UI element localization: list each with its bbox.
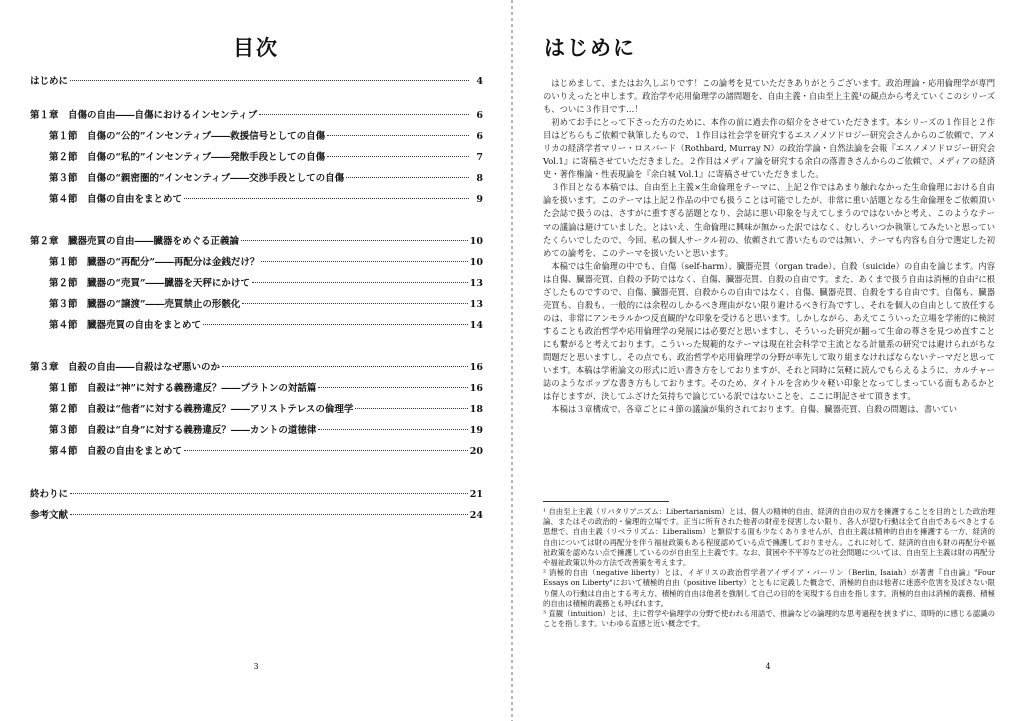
toc-chapter-entry (30, 107, 483, 121)
toc-entry-page: 9 (476, 194, 483, 205)
toc-leader-dots (70, 514, 468, 515)
footnotes (543, 507, 995, 629)
toc-entry-page: 16 (469, 383, 483, 394)
toc-entry-page: 16 (469, 362, 483, 373)
toc-leader-dots (318, 387, 467, 388)
page-number-right: 4 (765, 662, 771, 671)
toc-section-entry (30, 191, 483, 205)
toc-section-entry (30, 443, 483, 457)
footnote-rule (543, 501, 669, 502)
toc-chapter-entry (30, 507, 483, 521)
paragraph: 本稿は３章構成で、各章ごとに４節の議論が集約されております。自傷、臓器売買、自殺の問題は、書いてい (551, 404, 958, 415)
footnote: ² 消極的自由（negative liberty）とは、イギリスの政治哲学者アイザイア・バーリン（Berlin, Isaiah）が著書『自由論』"Four Essays on Liberty"において積極的自由（positive liberty）とともに定義した概念で、消極的自由は他者に迷惑や危害を及ぼさない限り個人の行動は自由とする考え方、積極的自由は他者を強制して自己の目的を実現する自由を指します。消極的自由は消極的義務、積極的自由は積極的義務とも呼ばれます。 (543, 568, 995, 608)
toc-leader-dots (318, 429, 467, 430)
toc-section-entry (30, 422, 483, 436)
toc-leader-dots (241, 240, 468, 241)
toc-entry-label: 第４節 自殺の自由をまとめて (49, 446, 183, 457)
toc-leader-dots (261, 261, 467, 262)
toc-entry-label: 第３節 自傷の“親密圏的”インセンティブ――交渉手段としての自傷 (49, 173, 345, 184)
toc-leader-dots (203, 324, 468, 325)
toc-entry-label: 第１章 自傷の自由――自傷におけるインセンティブ (30, 110, 258, 121)
footnote: ¹ 自由至上主義（リバタリアニズム：Libertarianism）とは、個人の精神的自由、経済的自由の双方を擁護することを目的とした政治理論、またはその政治的・倫理的立場です。正当に所有された他者の財産を侵害しない限り、各人が望む行動は全て自由であるべきとする思想で、自由主義（リベラリズム：Liberalism）と類似する面も少なくありませんが、自由主義は精神的自由を擁護する一方、経済的自由については財の再配分を伴う福祉政策もある程度認めている点で擁護しておりません。これに対して、経済的自由も財の再配分や福祉政策を認めない点で擁護しているのが自由至上主義です。なお、貧困や不平等などの社会問題については、自由至上主義は財の再配分や福祉政策以外の方法で改善策を考えます。 (543, 507, 995, 568)
toc-leader-dots (346, 177, 469, 178)
toc-entry-page: 8 (476, 173, 483, 184)
toc-entry-label: 第３節 自殺は“自身”に対する義務違反？――カントの道徳律 (49, 425, 317, 436)
toc-entry-label: 第４節 臓器売買の自由をまとめて (49, 320, 202, 331)
intro-title: はじめに (544, 35, 636, 60)
toc-entry-label: 第１節 自殺は“神”に対する義務違反？――プラトンの対話篇 (49, 383, 317, 394)
toc-leader-dots (242, 303, 467, 304)
toc-section-entry (30, 401, 483, 415)
toc-leader-dots (222, 366, 468, 367)
toc-chapter-entry (30, 73, 483, 87)
toc-section-entry (30, 128, 483, 142)
toc-entry-label: はじめに (30, 76, 69, 87)
toc-leader-dots (70, 493, 468, 494)
toc-leader-dots (70, 80, 469, 81)
toc-entry-label: 第１節 臓器の“再配分”――再配分は金銭だけ？ (49, 257, 260, 268)
toc-leader-dots (327, 156, 469, 157)
toc-entry-page: 14 (469, 320, 483, 331)
toc-entry-page: 18 (469, 404, 483, 415)
toc-entry-page: 20 (469, 446, 483, 457)
toc-leader-dots (259, 114, 469, 115)
toc-entry-page: 21 (469, 489, 483, 500)
toc-section-entry (30, 380, 483, 394)
toc-entry-label: 第３節 臓器の“譲渡”――売買禁止の形骸化 (49, 299, 241, 310)
paragraph: はじめまして、またはお久しぶりです！この論考を見ていただきありがとうございます。政治理論・応用倫理学が専門のいりえったと申します。政治学や応用倫理学の諸問題を、自由主義・自由至上主義¹の観点から考えていくこのシリーズも、ついに３作目です…！ (543, 78, 995, 115)
paragraph: 本稿では生命倫理の中でも、自傷（self-harm）、臓器売買（organ trade）、自殺（suicide）の自由を論じます。内容は自傷、臓器売買、自殺の予防ではなく、自傷、臓器売買、自殺の自由です。また、あくまで扱う自由は消極的自由²に根ざしたものですので、自傷、臓器売買、自殺からの自由ではなく、自傷、臓器売買、自殺をする自由です。自傷も、臓器売買も、自殺も、一般的には余程のしかるべき理由がない限り避けるべき行為ですし、それを個人の自由として放任するのは、非常にアンモラルかつ反直観的³な印象を受けると思います。しかしながら、あえてこういった立場を学術的に検討することも政治哲学や応用倫理学の発展には必要だと思いますし、そういった研究が翻って生命の尊さを見つめ直すことにも繋がると考えております。こういった規範的なテーマは現在社会科学で主流となる計量系の研究では避けられがちな問題だと思いますし、その点でも、政治哲学や応用倫理学の分野が率先して取り組まなければならないテーマだと思っています。本稿は学術論文の形式に近い書き方をしておりますが、それと同時に気軽に読んでもらえるように、カルチャー誌のようなポップな書き方もしております。そのため、タイトルを含め少々軽い印象となってしまっている面もあるかとは存じますが、決してふざけた気持ちで論じている訳ではないことを、ここに明記させて頂きます。 (543, 260, 995, 402)
toc-entry-label: 第３章 自殺の自由――自殺はなぜ悪いのか (30, 362, 221, 373)
toc-leader-dots (184, 450, 468, 451)
toc-entry-label: 第２節 自殺は“他者”に対する義務違反？――アリストテレスの倫理学 (49, 404, 354, 415)
toc-entry-page: 19 (469, 425, 483, 436)
toc-section-entry (30, 149, 483, 163)
toc-entry-page: 13 (469, 278, 483, 289)
toc-entry-page: 4 (476, 76, 483, 87)
toc-chapter-entry (30, 486, 483, 500)
right-page (513, 0, 1024, 721)
toc-chapter-entry (30, 233, 483, 247)
toc-leader-dots (184, 198, 469, 199)
toc-entry-label: 参考文献 (30, 510, 69, 521)
page-number-left: 3 (253, 662, 259, 671)
footnote: ³ 直観（intuition）とは、主に哲学や倫理学の分野で使われる用語で、推論などの論理的な思考過程を挟まずに、即時的に感じる認識のことを指します。いわゆる直感と近い概念です。 (543, 609, 995, 629)
toc-section-entry (30, 317, 483, 331)
toc-section-entry (30, 296, 483, 310)
toc-entry-page: 13 (469, 299, 483, 310)
toc-entry-page: 6 (476, 110, 483, 121)
toc-leader-dots (252, 282, 468, 283)
toc-title: 目次 (233, 35, 279, 60)
toc-leader-dots (355, 408, 467, 409)
toc-chapter-entry (30, 359, 483, 373)
paragraph: 初めてお手にとって下さった方のために、本作の前に過去作の紹介をさせていただきます。本シリーズの１作目と２作目はどちらもご依頼で執筆したもので、１作目は社会学を研究するエスノメソドロジー研究会さんからのご依頼で、アメリカの経済学者マリー・ロスバード（Rothbard, Murray N）の政治学論・自然法論を会報『エスノメソドロジー研究会 Vol.1』に寄稿させていただきました。２作目はメディア論を研究する余白の落書きさんからのご依頼で、メディアの経済史・著作権論・性表現論を『余白城 Vol.1』に寄稿させていただきました。 (543, 117, 995, 180)
toc-entry-label: 第２節 自傷の“私的”インセンティブ――発散手段としての自傷 (49, 152, 326, 163)
toc-entry-page: 10 (469, 236, 483, 247)
toc-section-entry (30, 170, 483, 184)
toc-section-entry (30, 254, 483, 268)
intro-body (543, 77, 995, 416)
toc-entry-page: 7 (476, 152, 483, 163)
toc-entry-label: 第１節 自傷の“公的”インセンティブ――救援信号としての自傷 (49, 131, 326, 142)
toc-entry-label: 第２章 臓器売買の自由――臓器をめぐる正義論 (30, 236, 240, 247)
toc-entry-page: 6 (476, 131, 483, 142)
toc-entry-label: 終わりに (30, 489, 69, 500)
toc-entry-page: 10 (469, 257, 483, 268)
paragraph: ３作目となる本稿では、自由至上主義×生命倫理をテーマに、上記２作ではあまり触れなかった生命倫理における自由論を扱います。このテーマは上記２作品の中でも扱うことは可能でしたが、非常に重い話題となる生命倫理をご依頼頂いた会誌で扱うのは、さすがに重すぎる話題となり、会誌に悪い印象を与えてしまうのではないかと考え、このようなテーマの議論は避けていました。とはいえ、生命倫理に興味が無かった訳ではなく、むしろいつか執筆してみたいと思っていたくらいでしたので、今回、私の個人サークル初の、依頼されて書いたものでは無い、テーマも内容も自分で選定した初めての論考を、このテーマを扱いたいと思います。 (543, 182, 995, 258)
toc-entry-label: 第２節 臓器の“売買”――臓器を天秤にかけて (49, 278, 250, 289)
toc-section-entry (30, 275, 483, 289)
toc-entry-label: 第４節 自傷の自由をまとめて (49, 194, 183, 205)
toc-entry-page: 24 (469, 510, 483, 521)
toc-leader-dots (327, 135, 469, 136)
